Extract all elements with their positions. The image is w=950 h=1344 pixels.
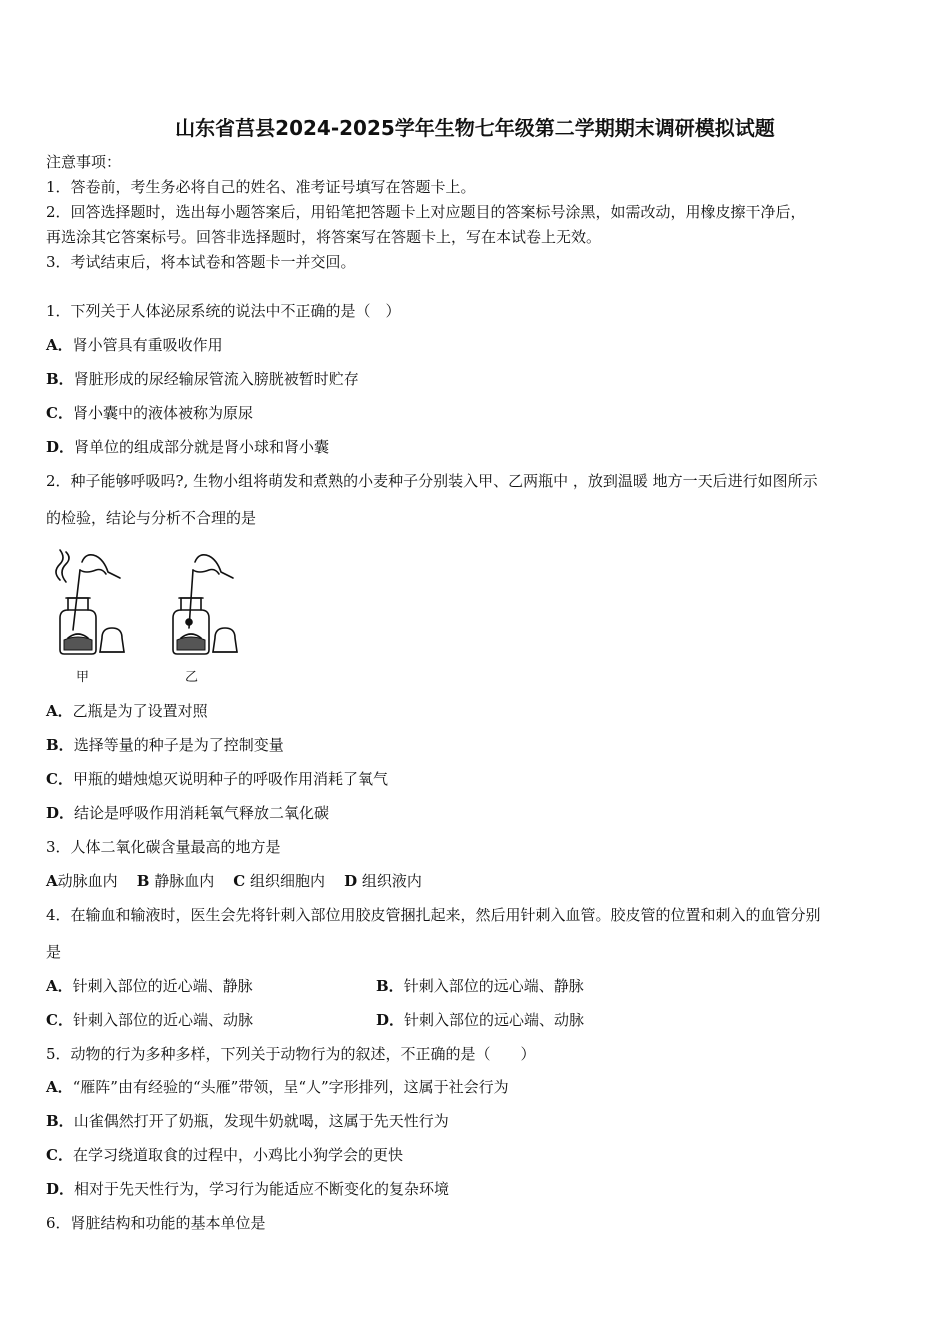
option-text: 肾小囊中的液体被称为原尿	[72, 404, 253, 422]
option-label: D．	[46, 804, 75, 822]
q5-option-a	[46, 1077, 509, 1097]
notice-item-3: 3．考试结束后，将本试卷和答题卡一并交回。	[46, 253, 356, 271]
page-title: 山东省莒县2024-2025学年生物七年级第二学期期末调研模拟试题	[175, 116, 775, 140]
q5-option-b	[46, 1111, 449, 1131]
option-text: 结论是呼吸作用消耗氧气释放二氧化碳	[74, 804, 330, 822]
option-text: 组织细胞内	[250, 872, 326, 890]
notice-item-2-cont: 再选涂其它答案标号。回答非选择题时，将答案写在答题卡上，写在本试卷上无效。	[46, 228, 602, 246]
q4-option-a	[46, 976, 253, 996]
q4-stem-line1: 4．在输血和输液时，医生会先将针刺入部位用胶皮管捆扎起来，然后用针刺入血管。胶皮管的位置和刺入的血管分别	[46, 906, 821, 924]
q1-option-a	[46, 335, 223, 355]
q2-figure	[46, 540, 246, 690]
figure-label-yi: 乙	[185, 670, 199, 685]
notice-heading: 注意事项：	[46, 153, 122, 171]
q1-option-b	[46, 369, 359, 389]
option-text: 针刺入部位的远心端、静脉	[403, 977, 584, 995]
option-label: C．	[46, 770, 73, 788]
option-label: B．	[46, 370, 74, 388]
q2-option-d	[46, 803, 329, 823]
option-label: D．	[376, 1011, 405, 1029]
q5-option-c	[46, 1145, 403, 1165]
option-label: A	[46, 872, 58, 890]
option-text: 组织液内	[361, 872, 422, 890]
option-label: A．	[46, 702, 73, 720]
q2-option-a	[46, 701, 208, 721]
q4-option-c	[46, 1010, 253, 1030]
bottle-jia	[56, 550, 124, 654]
option-label: A．	[46, 336, 73, 354]
q2-option-b	[46, 735, 284, 755]
option-text: 肾小管具有重吸收作用	[72, 336, 223, 354]
q4-option-d	[376, 1010, 584, 1030]
option-text: 针刺入部位的远心端、动脉	[404, 1011, 585, 1029]
option-text: 肾脏形成的尿经输尿管流入膀胱被暂时贮存	[73, 370, 359, 388]
q5-stem: 5．动物的行为多种多样，下列关于动物行为的叙述，不正确的是（ ）	[46, 1045, 536, 1063]
option-text: 山雀偶然打开了奶瓶，发现牛奶就喝，这属于先天性行为	[73, 1112, 449, 1130]
q1-option-c	[46, 403, 253, 423]
option-text: 相对于先天性行为，学习行为能适应不断变化的复杂环境	[74, 1180, 450, 1198]
option-label: C．	[46, 1011, 73, 1029]
option-text: 静脉血内	[154, 872, 215, 890]
option-text: 针刺入部位的近心端、动脉	[72, 1011, 253, 1029]
option-text: 在学习绕道取食的过程中，小鸡比小狗学会的更快	[72, 1146, 403, 1164]
q3-options	[46, 871, 422, 891]
q1-option-d	[46, 437, 329, 457]
option-label: B．	[46, 736, 74, 754]
bottle-yi	[173, 555, 237, 654]
notice-item-2: 2．回答选择题时，选出每小题答案后，用铅笔把答题卡上对应题目的答案标号涂黑，如需改动，用橡皮擦干净后，	[46, 203, 806, 221]
option-label: B	[136, 872, 150, 890]
q4-stem-line2: 是	[46, 943, 62, 961]
option-label: C．	[46, 1146, 73, 1164]
q2-stem-line1: 2．种子能够呼吸吗?, 生物小组将萌发和煮熟的小麦种子分别装入甲、乙两瓶中 ，放到温暖 地方一天后进行如图所示	[46, 472, 818, 490]
option-label: A．	[46, 1078, 73, 1096]
notice-item-1: 1．答卷前，考生务必将自己的姓名、准考证号填写在答题卡上。	[46, 178, 476, 196]
option-label: C	[233, 872, 246, 890]
option-text: “雁阵”由有经验的“头雁”带领，呈“人”字形排列，这属于社会行为	[72, 1078, 509, 1096]
option-text: 乙瓶是为了设置对照	[72, 702, 208, 720]
option-text: 针刺入部位的近心端、静脉	[72, 977, 253, 995]
q6-stem: 6．肾脏结构和功能的基本单位是	[46, 1214, 266, 1232]
option-label: C．	[46, 404, 73, 422]
option-label: A．	[46, 977, 73, 995]
option-text: 肾单位的组成部分就是肾小球和肾小囊	[74, 438, 330, 456]
q3-stem: 3．人体二氧化碳含量最高的地方是	[46, 838, 281, 856]
option-label: B．	[376, 977, 404, 995]
q2-option-c	[46, 769, 388, 789]
q4-option-b	[376, 976, 584, 996]
option-label: D	[344, 872, 358, 890]
option-label: D．	[46, 1180, 75, 1198]
option-label: D．	[46, 438, 75, 456]
figure-label-jia: 甲	[76, 670, 90, 685]
q1-stem: 1．下列关于人体泌尿系统的说法中不正确的是（ ）	[46, 302, 401, 320]
option-text: 动脉血内	[57, 872, 118, 890]
q2-stem-line2: 的检验，结论与分析不合理的是	[46, 509, 257, 527]
option-label: B．	[46, 1112, 74, 1130]
option-text: 甲瓶的蜡烛熄灭说明种子的呼吸作用消耗了氧气	[72, 770, 388, 788]
option-text: 选择等量的种子是为了控制变量	[73, 736, 284, 754]
q5-option-d	[46, 1179, 449, 1199]
